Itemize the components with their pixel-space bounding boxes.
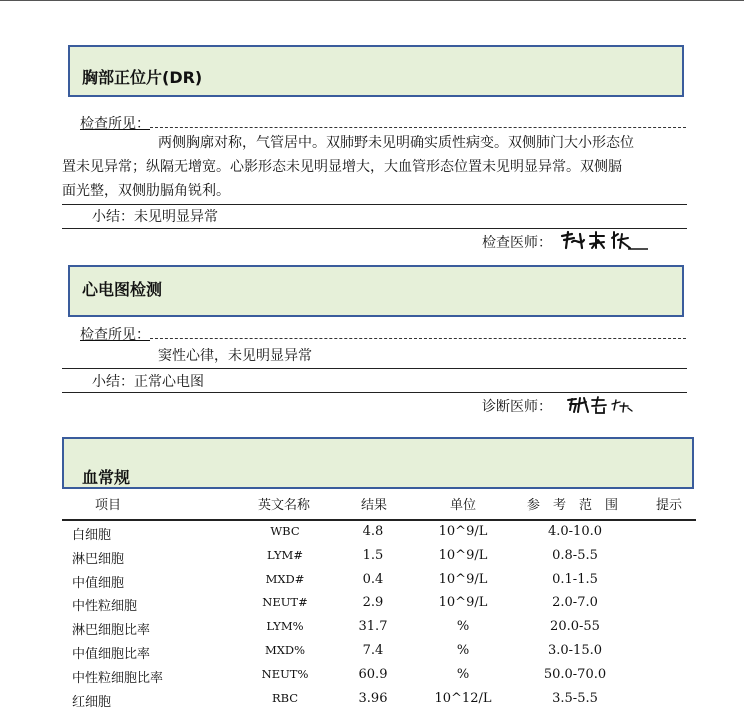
row-result: 0.4 xyxy=(362,571,384,587)
ecg-summary: 小结：正常心电图 xyxy=(92,374,204,390)
row-code: NEUT# xyxy=(262,595,308,610)
row-name: 中值细胞 xyxy=(72,575,125,591)
row-code: LYM# xyxy=(267,547,303,562)
row-code: WBC xyxy=(270,524,300,538)
dr-doctor-label: 检查医师： xyxy=(482,235,552,251)
col-header-result: 结果 xyxy=(361,498,388,513)
row-unit: 10^9/L xyxy=(438,524,488,539)
dr-findings-line-1: 两侧胸廓对称，气管居中。双肺野未见明确实质性病变。双侧肺门大小形态位 xyxy=(158,135,634,151)
col-header-code: 英文名称 xyxy=(258,498,311,513)
table-row xyxy=(0,548,744,572)
dr-findings-label: 检查所见： xyxy=(80,116,150,132)
table-row xyxy=(0,667,744,691)
row-name: 中性粒细胞比率 xyxy=(72,670,164,686)
row-result: 31.7 xyxy=(358,619,388,635)
row-unit: % xyxy=(456,666,470,682)
col-header-hint: 提示 xyxy=(656,498,683,513)
row-result: 3.96 xyxy=(358,690,388,706)
ecg-doctor-signature xyxy=(566,394,636,416)
dr-findings-line-2: 置未见异常；纵隔无增宽。心影形态未见明显增大，大血管形态位置未见明显异常。双侧膈 xyxy=(62,159,622,175)
row-reference: 0.8-5.5 xyxy=(552,547,598,563)
blood-section-header xyxy=(62,437,694,489)
dr-findings-dotline xyxy=(150,127,686,128)
col-header-reference: 参 考 范 围 xyxy=(527,498,619,513)
row-reference: 2.0-7.0 xyxy=(552,595,598,611)
ecg-findings-label: 检查所见： xyxy=(80,327,150,343)
row-reference: 50.0-70.0 xyxy=(543,666,607,682)
row-reference: 20.0-55 xyxy=(550,619,600,635)
row-result: 4.8 xyxy=(362,524,384,539)
row-name: 淋巴细胞比率 xyxy=(72,623,151,639)
row-result: 60.9 xyxy=(358,666,388,682)
table-row xyxy=(0,524,744,548)
top-border xyxy=(0,0,744,1)
dr-section-title: 胸部正位片(DR) xyxy=(82,68,203,87)
ecg-summary-bottom-rule xyxy=(62,392,687,393)
row-unit: 10^9/L xyxy=(438,571,488,587)
table-row xyxy=(0,572,744,596)
row-reference: 0.1-1.5 xyxy=(552,571,598,587)
row-name: 红细胞 xyxy=(72,694,112,710)
ecg-section-title: 心电图检测 xyxy=(82,280,163,299)
dr-summary-top-rule xyxy=(62,204,687,205)
ecg-doctor-label: 诊断医师： xyxy=(482,399,552,415)
row-name: 淋巴细胞 xyxy=(72,551,125,567)
row-result: 1.5 xyxy=(362,547,384,563)
row-unit: 10^9/L xyxy=(438,595,488,611)
blood-section-title: 血常规 xyxy=(82,468,131,487)
ecg-findings-dotline xyxy=(150,338,686,339)
table-row xyxy=(0,691,744,715)
row-code: MXD# xyxy=(265,571,305,586)
row-reference: 3.0-15.0 xyxy=(547,643,602,658)
row-unit: % xyxy=(456,643,470,658)
row-name: 中值细胞比率 xyxy=(72,647,151,662)
row-result: 7.4 xyxy=(362,643,384,658)
table-header-rule xyxy=(62,519,696,521)
table-row xyxy=(0,643,744,667)
dr-summary: 小结：未见明显异常 xyxy=(92,209,218,225)
row-unit: 10^9/L xyxy=(438,547,488,563)
table-row xyxy=(0,619,744,643)
row-reference: 3.5-5.5 xyxy=(552,690,598,706)
row-code: NEUT% xyxy=(261,666,309,681)
row-code: RBC xyxy=(271,690,299,705)
row-result: 2.9 xyxy=(362,595,384,611)
row-unit: 10^12/L xyxy=(434,690,492,706)
ecg-findings-text: 窦性心律，未见明显异常 xyxy=(158,348,312,364)
row-reference: 4.0-10.0 xyxy=(547,524,602,539)
dr-doctor-signature xyxy=(558,228,650,252)
row-code: MXD% xyxy=(264,643,306,657)
row-name: 白细胞 xyxy=(72,528,112,543)
row-unit: % xyxy=(456,619,470,635)
ecg-summary-top-rule xyxy=(62,368,687,369)
dr-findings-line-3: 面光整，双侧肋膈角锐利。 xyxy=(62,183,230,199)
col-header-unit: 单位 xyxy=(450,498,477,513)
table-row xyxy=(0,595,744,619)
row-name: 中性粒细胞 xyxy=(72,599,138,615)
col-header-item: 项目 xyxy=(95,498,122,513)
row-code: LYM% xyxy=(266,619,304,634)
